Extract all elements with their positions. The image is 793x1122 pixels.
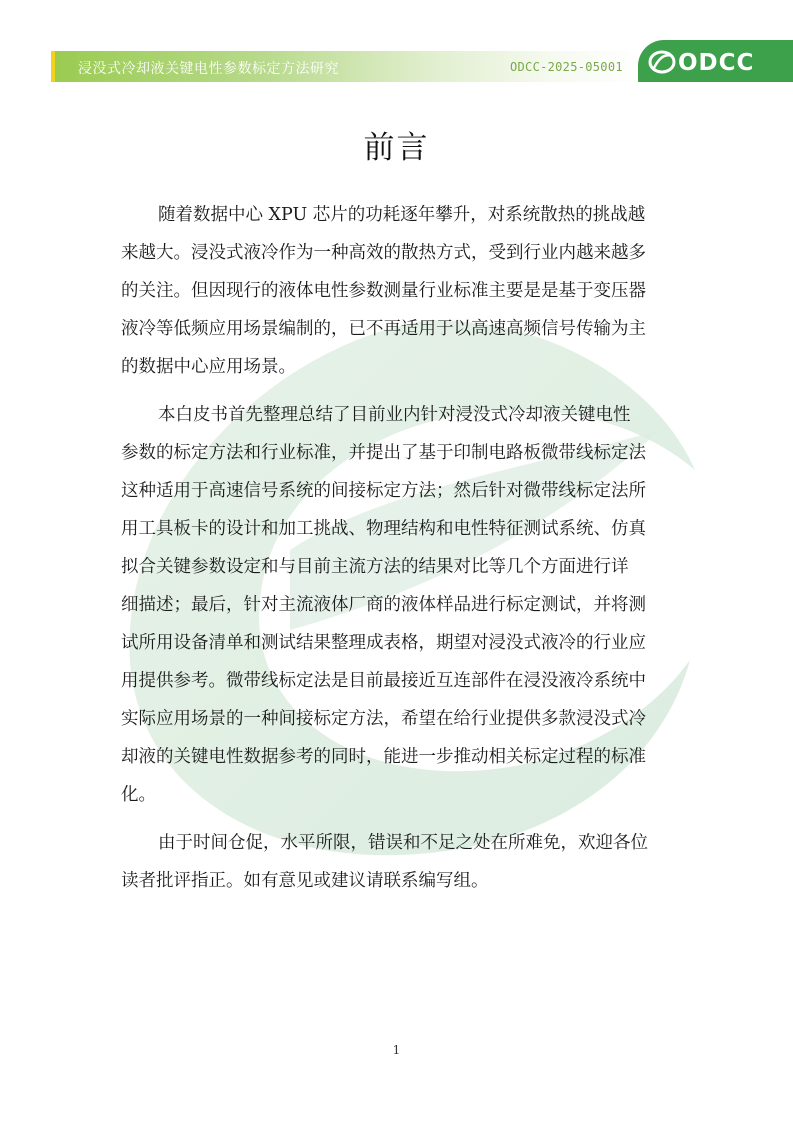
- paragraph-line: 参数的标定方法和行业标准，并提出了基于印制电路板微带线标定法: [121, 443, 646, 463]
- paragraph-line: 随着数据中心 XPU 芯片的功耗逐年攀升，对系统散热的挑战越: [158, 205, 646, 225]
- paragraph-line: 用提供参考。微带线标定法是目前最接近互连部件在浸没液冷系统中: [121, 671, 646, 691]
- paragraph-line: 实际应用场景的一种间接标定方法，希望在给行业提供多款浸没式冷: [121, 709, 646, 729]
- document-code: ODCC-2025-05001: [510, 60, 623, 74]
- paragraph-line: 试所用设备清单和测试结果整理成表格，期望对浸没式液冷的行业应: [121, 633, 646, 653]
- paragraph-line: 本白皮书首先整理总结了目前业内针对浸没式冷却液关键电性: [158, 405, 631, 425]
- paragraph-line: 这种适用于高速信号系统的间接标定方法；然后针对微带线标定法所: [121, 481, 646, 501]
- paragraph-line: 拟合关键参数设定和与目前主流方法的结果对比等几个方面进行详: [121, 557, 629, 577]
- odcc-leaf-watermark-icon: [100, 300, 700, 860]
- odcc-leaf-icon: [648, 48, 676, 76]
- odcc-logo-text: ODCC: [678, 50, 755, 76]
- page-number: 1: [392, 1043, 401, 1057]
- paragraph-line: 来越大。浸没式液冷作为一种高效的散热方式，受到行业内越来越多: [121, 243, 646, 263]
- page-title: 前言: [363, 130, 430, 166]
- paragraph-line: 液冷等低频应用场景编制的，已不再适用于以高速高频信号传输为主: [121, 319, 646, 339]
- document-title: 浸没式冷却液关键电性参数标定方法研究: [78, 61, 339, 77]
- paragraph-line: 细描述；最后，针对主流液体厂商的液体样品进行标定测试，并将测: [121, 595, 646, 615]
- paragraph-line: 的关注。但因现行的液体电性参数测量行业标准主要是是基于变压器: [121, 281, 646, 301]
- paragraph-line: 用工具板卡的设计和加工挑战、物理结构和电性特征测试系统、仿真: [121, 519, 646, 539]
- paragraph-line: 的数据中心应用场景。: [121, 357, 296, 377]
- paragraph-line: 却液的关键电性数据参考的同时，能进一步推动相关标定过程的标准: [121, 747, 646, 767]
- header-accent-stripe: [51, 51, 55, 82]
- paragraph-line: 读者批评指正。如有意见或建议请联系编写组。: [121, 871, 489, 891]
- paragraph-line: 化。: [121, 785, 156, 805]
- paragraph-line: 由于时间仓促，水平所限，错误和不足之处在所难免，欢迎各位: [158, 833, 648, 853]
